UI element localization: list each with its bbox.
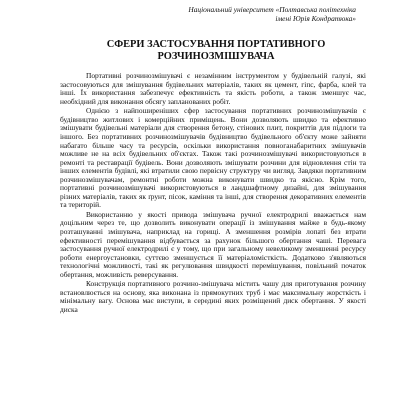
- body-paragraph: Використанню у якості привода змішувача ручної електродрилі вважається нам доцільним через те, що дозволить виконувати операції із змішування майже в будь-якому розташуванні змішувача, наприклад на горищі. А зменшення розмірів лопаті без втрати ефективності перемішування відбувається за рахунок більшого обертання чаші. Перевага застосування ручної електродрилі є у тому, що при загальному невеликому зменшенні ресурсу роботи енергоустановки, суттєво зменшується її матеріаломісткість. Додатково з'являються технологічні можливості, такі як регулювання швидкості перемішування, повільний початок обертання, можливість реверсування.: [60, 209, 366, 279]
- document-title: [60, 39, 366, 63]
- title-line-2: РОЗЧИНОЗМІШУВАЧА: [157, 51, 275, 63]
- body-paragraph: Конструкція портативного розчино-змішувача містить чашу для приготування розчину встановлюється на основу, яка виконана із прямокутних труб і має максимальну жорсткість і мінімальну вагу. Основа має виступи, в середині яких розміщений диск обертання. У якості диска: [60, 279, 366, 314]
- title-line-1: СФЕРИ ЗАСТОСУВАННЯ ПОРТАТИВНОГО: [106, 39, 326, 51]
- body-paragraph: Портативні розчинозмішувачі є незамінним інструментом у будівельній галузі, які застосовуються для змішування будівельних матеріалів, таких як цемент, гіпс, фарба, клей та інші. Їх використання забезпечує ефективність та якість роботи, а також зменшує час, необхідний для виконання обсягу запланованих робіт.: [60, 71, 366, 106]
- body-paragraph: Однією з найпоширеніших сфер застосування портативних розчинозмішувачів є будівництво житлових і комерційних приміщень. Вони дозволяють швидко та ефективно змішувати будівельні матеріали для створення бетону, стінових плит, покриттів для підлоги та іншого. Без портативних розчинозмішувачів будівництво будівельного об'єкту може зайняти набагато більше часу та ресурсів, оскільки використання повноганабаритних змішувачів можливе не на всіх будівельних об'єктах. Також такі розчинозмішувачі використовуються в ремонті та реставрації будівель. Вони дозволяють змішувати розчини для відновлення стін та інших елементів будівлі, які втратили свою первісну структуру чи вигляд. Завдяки портативним розчинозмішувачам, ремонтні роботи можна виконувати швидко та якісно. Крім того, портативні розчинозмішувачі використовуються в ландшафтному дизайні, для змішування різних матеріалів, таких як ґрунт, пісок, каміння та інші, для створення декоративних елементів та територій.: [60, 106, 366, 210]
- document-body: [60, 72, 366, 314]
- page-header: [60, 6, 366, 23]
- header-line-1: Національний університет «Полтавська політехніка: [188, 5, 356, 14]
- header-line-2: імені Юрія Кондратюка»: [275, 13, 356, 23]
